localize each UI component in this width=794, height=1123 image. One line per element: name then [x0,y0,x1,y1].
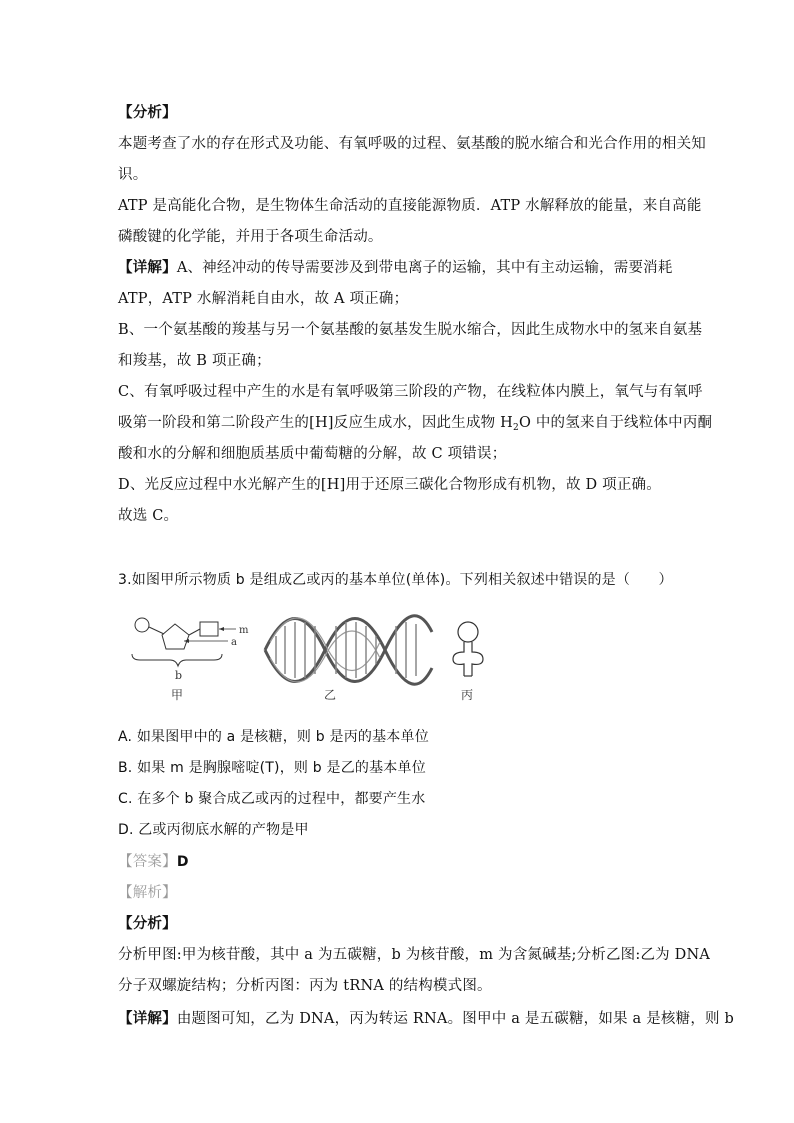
caption-jia: 甲 [171,688,184,702]
analysis-line: 本题考查了水的存在形式及功能、有氧呼吸的过程、氨基酸的脱水缩合和光合作用的相关知 [118,136,706,152]
detail-line: D、光反应过程中水光解产生的[H]用于还原三碳化合物形成有机物，故 D 项正确。 [118,477,661,493]
detail-line: 【详解】由题图可知，乙为 DNA，丙为转运 RNA。图甲中 a 是五碳糖，如果 a 是核糖，则 b [118,1010,735,1027]
detail-heading: 【详解】 [118,259,177,276]
question-stem: 3.如图甲所示物质 b 是组成乙或丙的基本单位(单体)。下列相关叙述中错误的是（ ） [118,572,673,588]
label-a: a [231,637,237,648]
analysis-heading: 【分析】 [118,915,177,932]
caption-bing: 丙 [461,688,474,702]
explain-tag: 【解析】 [118,885,177,901]
trna-diagram [453,622,483,702]
option-a: A. 如果图甲中的 a 是核糖，则 b 是丙的基本单位 [118,729,429,745]
analysis-line: 磷酸键的化学能，并用于各项生命活动。 [118,229,383,245]
detail-line: 和羧基，故 B 项正确； [118,353,271,369]
detail-line: 吸第一阶段和第二阶段产生的[H]反应生成水，因此生成物 $H_2O$ 中的氢来自于线粒体中丙酮 [118,415,713,433]
dna-double-helix-diagram [265,616,432,702]
nucleotide-dna-trna-figure [120,612,490,707]
option-c: C. 在多个 b 聚合成乙或丙的过程中，都要产生水 [118,791,426,807]
analysis-heading: 【分析】 [118,104,177,121]
detail-line: 故选 C。 [118,508,179,524]
answer-line [118,852,189,872]
answer-tag: 【答案】 [118,854,177,870]
option-d: D. 乙或丙彻底水解的产物是甲 [118,822,309,838]
nucleotide-diagram [132,618,249,702]
detail-line: 【详解】A、神经冲动的传导需要涉及到带电离子的运输，其中有主动运输，需要消耗 [118,259,673,276]
analysis-line: 分析甲图:甲为核苷酸，其中 a 为五碳糖，b 为核苷酸，m 为含氮碱基;分析乙图:乙为 DNA [118,947,711,963]
analysis-line: 识。 [118,167,148,183]
detail-line: ATP，ATP 水解消耗自由水，故 A 项正确； [118,291,409,307]
analysis-line: 分子双螺旋结构；分析丙图：丙为 tRNA 的结构模式图。 [118,978,492,994]
detail-heading: 【详解】 [118,1010,177,1027]
option-b: B. 如果 m 是胸腺嘧啶(T)，则 b 是乙的基本单位 [118,760,426,776]
label-b: b [175,669,183,682]
detail-line: 酸和水的分解和细胞质基质中葡萄糖的分解，故 C 项错误； [118,446,507,462]
caption-yi: 乙 [324,688,337,702]
detail-line: C、有氧呼吸过程中产生的水是有氧呼吸第三阶段的产物，在线粒体内膜上，氧气与有氧呼 [118,384,703,400]
label-m: m [239,625,249,636]
answer-value: D [176,854,189,870]
analysis-line: ATP 是高能化合物，是生物体生命活动的直接能源物质．ATP 水解释放的能量，来自高能 [118,198,702,214]
detail-line: B、一个氨基酸的羧基与另一个氨基酸的氨基发生脱水缩合，因此生成物水中的氢来自氨基 [118,322,703,338]
